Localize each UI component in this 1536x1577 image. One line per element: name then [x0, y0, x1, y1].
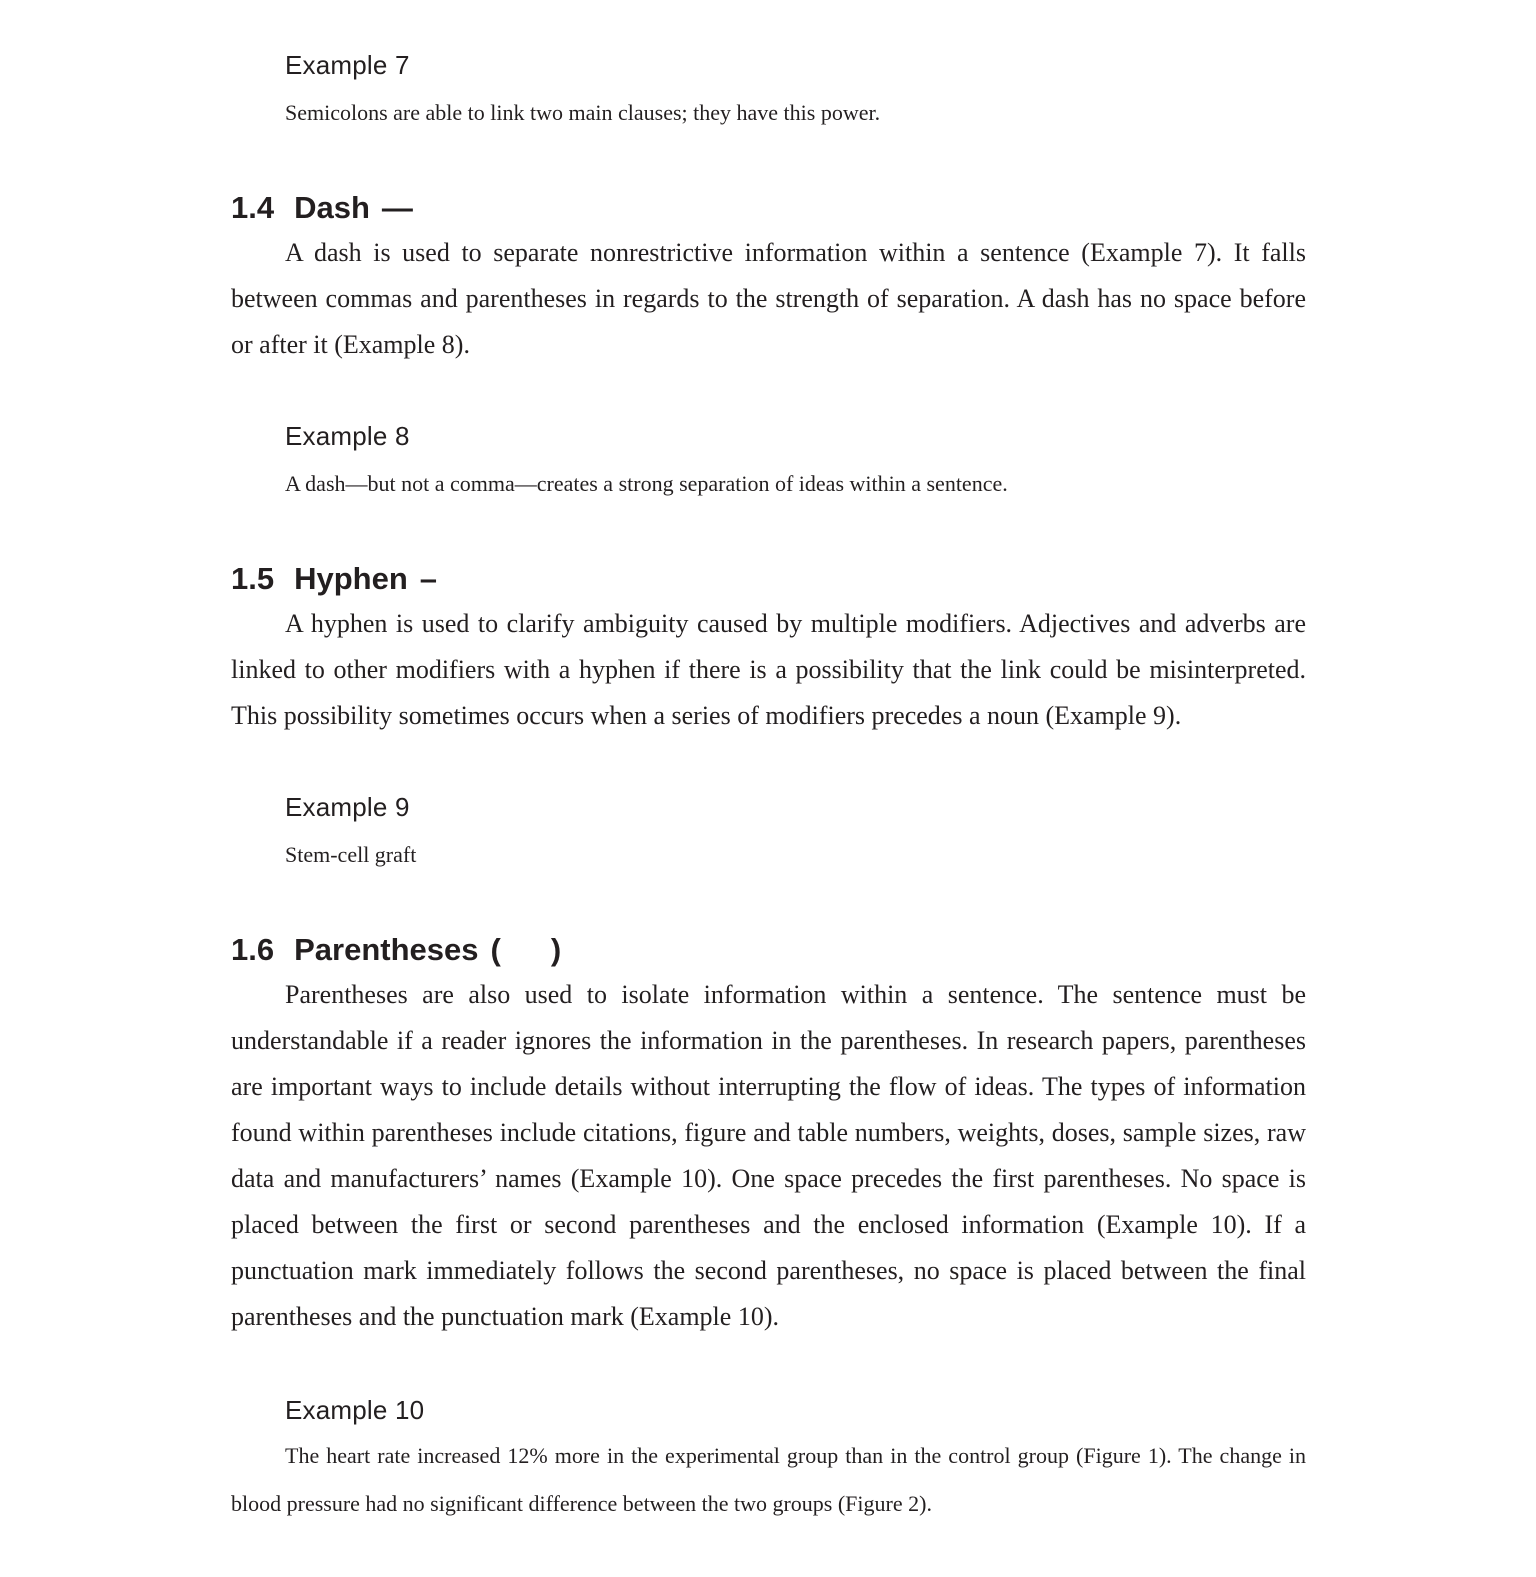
section-1-5-symbol: – [419, 561, 438, 596]
example-10-text: The heart rate increased 12% more in the experimental group than in the control group (Figure 1). The change in blood pressure had no significant difference between the two groups (Figure 2). [231, 1443, 1306, 1516]
example-8-text: A dash—but not a comma—creates a strong separation of ideas within a sentence. [285, 471, 1008, 496]
section-1-4-number: 1.4 [231, 190, 275, 225]
example-9-title: Example 9 [285, 792, 410, 822]
section-1-6-close-symbol: ) [550, 932, 562, 967]
section-1-5-number: 1.5 [231, 561, 275, 596]
example-9-text: Stem-cell graft [285, 842, 417, 867]
section-1-6-body: Parentheses are also used to isolate information within a sentence. The sentence must be understandable if a reader ignores the information in the parentheses. In research papers, parentheses are important ways to include details without interrupting the flow of ideas. The types of information found within parentheses include citations, figure and table numbers, weights, doses, sample sizes, raw data and manufacturers’ names (Example 10). One space precedes the first parentheses. No space is placed between the first or second parentheses and the enclosed information (Example 10). If a punctuation mark immediately follows the second parentheses, no space is placed between the final parentheses and the punctuation mark (Example 10). [231, 980, 1306, 1331]
section-1-6-open-symbol: ( [490, 932, 501, 967]
example-10-title: Example 10 [285, 1395, 425, 1425]
section-1-5-title: Hyphen [294, 561, 408, 596]
section-1-6-heading [231, 932, 561, 968]
section-1-4-symbol: — [381, 190, 413, 225]
example-7-text: Semicolons are able to link two main clauses; they have this power. [285, 100, 881, 125]
example-8-title: Example 8 [285, 421, 410, 451]
section-1-6-number: 1.6 [231, 932, 275, 967]
section-1-4-heading [231, 190, 413, 226]
section-1-6-title: Parentheses [294, 932, 479, 967]
section-1-5-body: A hyphen is used to clarify ambiguity caused by multiple modifiers. Adjectives and adverbs are linked to other modifiers with a hyphen if there is a possibility that the link could be misinterpreted. This possibility sometimes occurs when a series of modifiers precedes a noun (Example 9). [231, 609, 1306, 730]
section-1-4-title: Dash [294, 190, 370, 225]
section-1-4-body: A dash is used to separate nonrestrictive information within a sentence (Example 7). It falls between commas and parentheses in regards to the strength of separation. A dash has no space before or after it (Example 8). [231, 238, 1306, 359]
section-1-5-heading [231, 561, 437, 597]
example-7-title: Example 7 [285, 50, 410, 80]
